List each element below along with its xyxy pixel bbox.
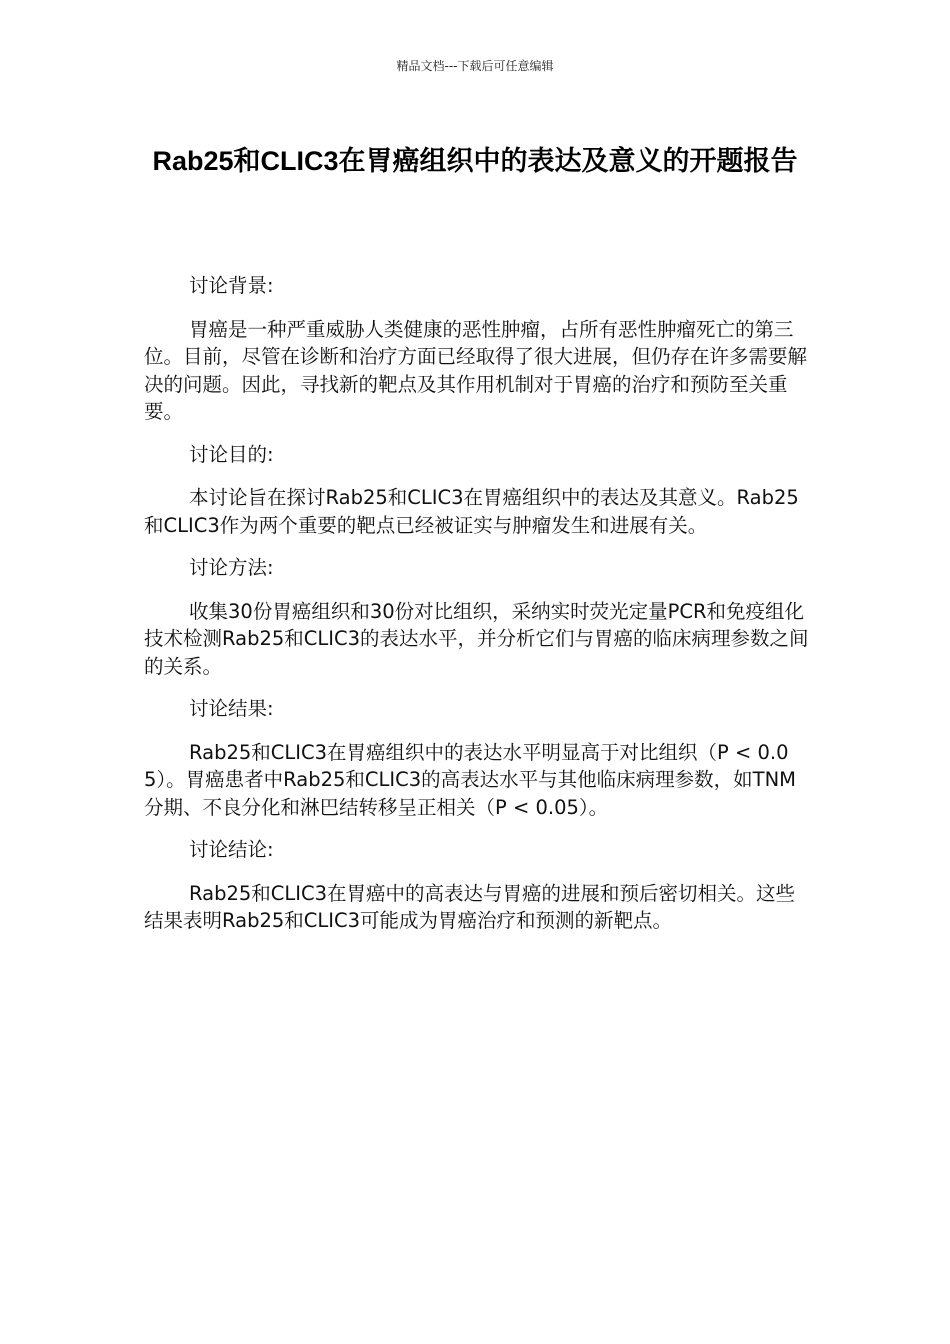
section-body-results: Rab25和CLIC3在胃癌组织中的表达水平明显高于对比组织（P < 0.05）。胃癌患者中Rab25和CLIC3的高表达水平与其他临床病理参数，如TNM分期、不良分化和淋巴结转移呈正相关（P < 0.05）。 xyxy=(144,740,796,819)
section-heading-background: 讨论背景: xyxy=(189,274,274,297)
section-heading-results: 讨论结果: xyxy=(189,697,274,720)
document-title: Rab25和CLIC3在胃癌组织中的表达及意义的开题报告 xyxy=(152,146,798,176)
section-body-conclusion: Rab25和CLIC3在胃癌中的高表达与胃癌的进展和预后密切相关。这些结果表明Rab25和CLIC3可能成为胃癌治疗和预测的新靶点。 xyxy=(144,881,796,932)
section-heading-conclusion: 讨论结论: xyxy=(189,838,274,861)
section-body-methods: 收集30份胃癌组织和30份对比组织，采纳实时荧光定量PCR和免疫组化技术检测Rab25和CLIC3的表达水平，并分析它们与胃癌的临床病理参数之间的关系。 xyxy=(144,599,809,678)
section-body-background: 胃癌是一种严重威胁人类健康的恶性肿瘤，占所有恶性肿瘤死亡的第三位。目前，尽管在诊断和治疗方面已经取得了很大进展，但仍存在许多需要解决的问题。因此，寻找新的靶点及其作用机制对于胃癌的治疗和预防至关重要。 xyxy=(144,317,808,423)
section-heading-purpose: 讨论目的: xyxy=(189,442,274,466)
document-body xyxy=(144,272,812,950)
section-body-purpose: 本讨论旨在探讨Rab25和CLIC3在胃癌组织中的表达及其意义。Rab25和CLIC3作为两个重要的靶点已经被证实与肿瘤发生和进展有关。 xyxy=(144,486,799,537)
header-note: 精品文档---下载后可任意编辑 xyxy=(396,59,554,73)
section-heading-methods: 讨论方法: xyxy=(189,556,274,579)
